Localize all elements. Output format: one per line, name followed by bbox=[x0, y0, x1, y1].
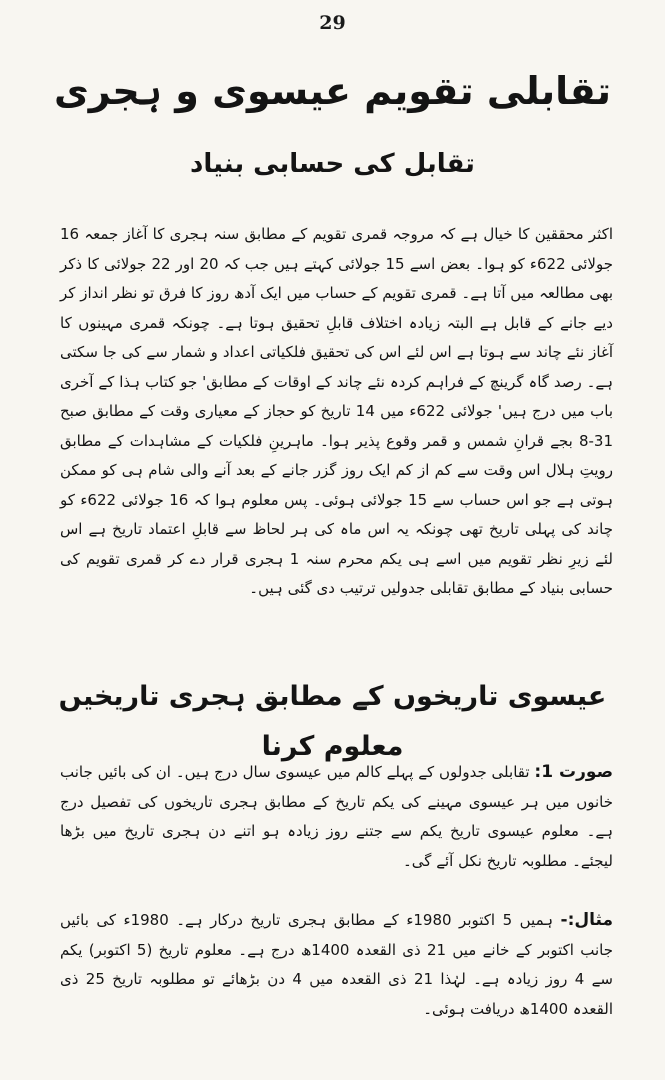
paragraph-method-lead: صورت 1: bbox=[534, 762, 613, 782]
section-heading: عیسوی تاریخوں کے مطابق ہجری تاریخیں معلوم کرنا bbox=[58, 681, 607, 762]
paragraph-example bbox=[60, 906, 613, 1024]
paragraph-intro: اکثر محققین کا خیال ہے کہ مروجہ قمری تقویم کے مطابق سنہ ہجری کا آغاز جمعہ 16 جولائی 622ء کو ہوا۔ بعض اسے 15 جولائی کہتے ہیں جب کہ 20 اور 22 جولائی کا ذکر بھی مطالعہ میں آتا ہے۔ قمری تقویم کے حساب میں ایک آدھ روز کا فرق تو نظر انداز کر دیے جانے کے قابل ہے البتہ زیادہ اختلاف قابلِ تحقیق ہوتا ہے۔ چونکہ قمری مہینوں کا آغاز نئے چاند سے ہوتا ہے اس لئے اس کی تحقیق فلکیاتی اعداد و شمار سے کی جا سکتی ہے۔ رصد گاہ گرینچ کے فراہم کردہ نئے چاند کے اوقات کے مطابق' جو کتاب ہذا کے آخری باب میں درج ہیں' جولائی 622ء میں 14 تاریخ کو حجاز کے معیاری وقت کے مطابق صبح 31-8 بجے قرانِ شمس و قمر وقوع پذیر ہوا۔ ماہرینِ فلکیات کے مشاہدات کے مطابق رویتِ ہلال اس وقت سے کم از کم ایک روز گزر جانے کے بعد آنے والی شام ہی کو ممکن ہوتی ہے جو اس حساب سے 15 جولائی ہوئی۔ پس معلوم ہوا کہ 16 جولائی 622ء کو چاند کی پہلی تاریخ تھی چونکہ یہ اس ماہ کی ہر لحاظ سے قابلِ اعتماد تاریخ ہے اس لئے زیرِ نظر تقویم میں اسے ہی یکم محرم سنہ 1 ہجری قرار دے کر قمری تقویم کی حسابی بنیاد کے مطابق تقابلی جدولیں ترتیب دی گئی ہیں۔ bbox=[60, 225, 614, 597]
paragraph-example-lead: مثال:- bbox=[560, 910, 613, 930]
paragraph-method-text: تقابلی جدولوں کے پہلے کالم میں عیسوی سال درج ہیں۔ ان کی بائیں جانب خانوں میں ہر عیسوی مہینے کی یکم تاریخ کے مطابق ہجری تاریخوں کی تفصیل درج ہے۔ معلوم عیسوی تاریخ یکم سے جتنے روز زیادہ ہو اتنے دن ہجری تاریخ میں بڑھا لیجئے۔ مطلوبہ تاریخ نکل آئے گی۔ bbox=[60, 763, 613, 870]
paragraph-method bbox=[60, 758, 613, 876]
page-subtitle: تقابل کی حسابی بنیاد bbox=[190, 149, 475, 179]
page-number: 29 bbox=[319, 12, 346, 34]
paragraph-example-text: ہمیں 5 اکتوبر 1980ء کے مطابق ہجری تاریخ درکار ہے۔ 1980ء کی بائیں جانب اکتوبر کے خانے میں 21 ذی القعدہ 1400ھ درج ہے۔ معلوم تاریخ (5 اکتوبر) یکم سے 4 روز زیادہ ہے۔ لہٰذا 21 ذی القعدہ میں 4 دن بڑھائے تو مطلوبہ تاریخ 25 ذی القعدہ 1400ھ دریافت ہوئی۔ bbox=[60, 911, 613, 1018]
page-title: تقابلی تقویم عیسوی و ہجری bbox=[53, 69, 612, 113]
